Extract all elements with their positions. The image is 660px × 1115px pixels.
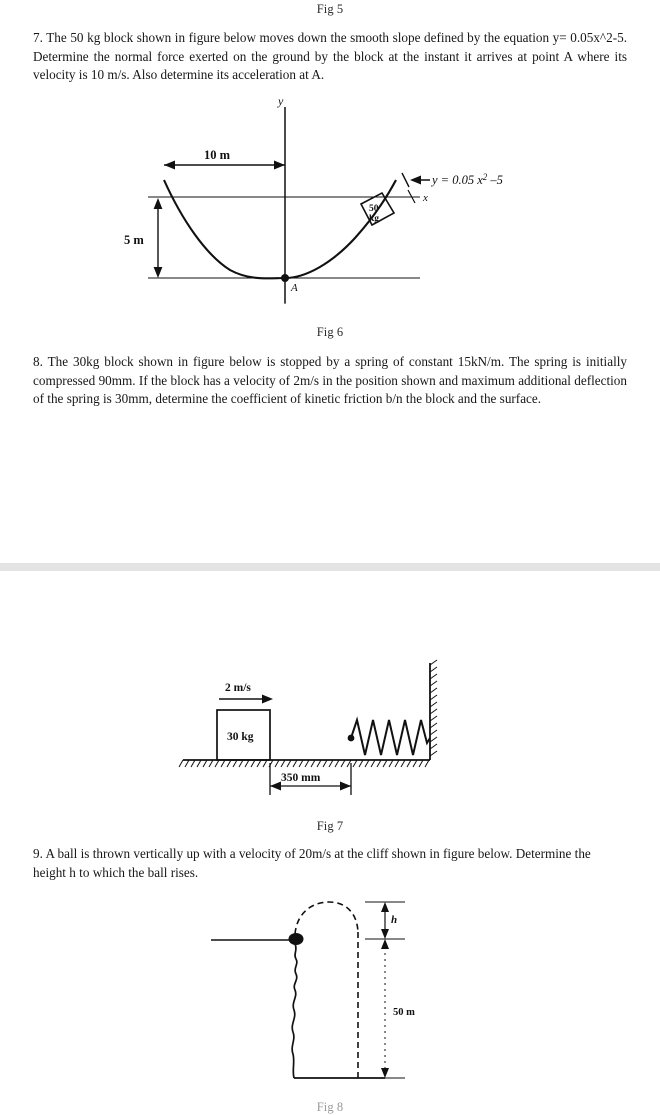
figure-caption-fig7: Fig 7 [316,819,344,833]
dimension-arrow-left-10m [164,161,175,170]
equation-label [430,172,503,187]
block-mass-unit: kg [369,214,380,224]
y-axis-label: y [278,94,284,108]
parabola-curve [164,180,396,278]
ground-hatching [179,760,429,767]
velocity-label: 2 m/s [225,682,251,694]
figure-caption-fig5: Fig 5 [316,2,344,16]
dimension-label-50m: 50 m [393,1007,415,1018]
figure-7-block-spring [175,655,465,805]
dimension-arrow-down-5m [154,267,163,278]
equation-leader-arrow [410,176,421,185]
figure-8-cliff-ball [205,890,455,1095]
question-9-text: 9. A ball is thrown vertically up with a velocity of 20m/s at the cliff shown in figure below. Determine the height h to which the ball rises. [33,846,591,880]
dimension-arrow-up-50m [381,939,389,949]
dimension-arrow-up-h [381,902,389,912]
trajectory-arc-dashed [295,902,358,934]
dimension-label-350mm: 350 mm [281,772,321,784]
figure-caption-fig6: Fig 6 [316,325,344,339]
point-A-marker [281,274,289,282]
dimension-label-10m: 10 m [204,148,231,162]
equation-leader-tick [402,173,409,187]
dimension-arrow-down-50m [381,1068,389,1078]
block-50kg [361,193,394,225]
cliff-face-edge [292,944,297,1078]
equation-label-tail: –5 [487,173,503,187]
block-mass-value: 50 [369,204,379,214]
dimension-arrow-down-h [381,929,389,939]
dimension-label-5m: 5 m [124,233,144,247]
x-axis-label: x [423,192,428,204]
page-separator-band [0,563,660,571]
equation-label-main: y = 0.05 x [432,173,483,187]
velocity-arrow-head [262,695,273,704]
dimension-arrow-left-350mm [270,782,281,791]
question-7-text: 7. The 50 kg block shown in figure below moves down the smooth slope defined by the equation y= 0.05x^2-5. Determine the normal force exerted on the ground by the block at the instant it arrives at point A where its velocity is 10 m/s. Also determine its acceleration at A. [33,30,627,83]
spring-coils [351,720,430,755]
dimension-arrow-up-5m [154,198,163,209]
wall-hatching [430,660,437,756]
figure-caption-fig8: Fig 8 [316,1100,344,1114]
ball-marker [289,933,304,945]
dimension-arrow-right-350mm [340,782,351,791]
equation-label-exponent: 2 [482,172,488,182]
dimension-arrow-right-10m [274,161,285,170]
figure-6-parabolic-slope [120,95,550,310]
dimension-label-h: h [391,914,398,926]
block-mass-label: 30 kg [227,731,254,743]
question-8-text: 8. The 30kg block shown in figure below is stopped by a spring of constant 15kN/m. The spring is initially compressed 90mm. If the block has a velocity of 2m/s in the position shown and maximum additional deflection of the spring is 30mm, determine the coefficient of kinetic friction b/n the block and the surface. [33,354,627,407]
point-A-label: A [291,282,298,294]
